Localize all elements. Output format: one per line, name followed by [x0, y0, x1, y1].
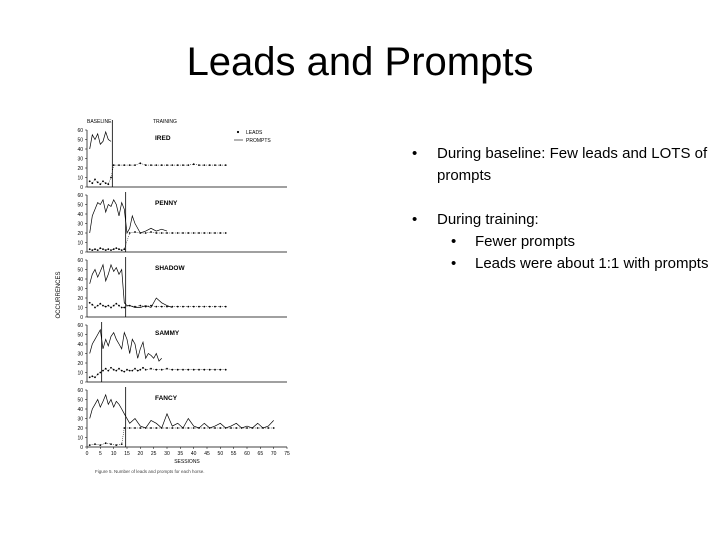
leads-point: [203, 306, 205, 308]
leads-point: [113, 164, 115, 166]
leads-point: [203, 232, 205, 234]
leads-point: [105, 368, 107, 370]
leads-point: [91, 249, 93, 251]
x-tick-label: 75: [284, 451, 290, 457]
y-tick-label: 0: [80, 249, 83, 256]
leads-point: [110, 307, 112, 309]
leads-point: [145, 232, 147, 234]
leads-series-line: [90, 368, 226, 378]
y-axis-label: OCCURRENCES: [56, 271, 62, 319]
leads-point: [129, 164, 131, 166]
leads-point: [91, 375, 93, 377]
bullet-training: [410, 209, 710, 275]
leads-point: [262, 427, 264, 429]
leads-point: [161, 427, 163, 429]
leads-point: [139, 232, 141, 234]
y-tick-label: 20: [77, 425, 83, 432]
leads-point: [150, 305, 152, 307]
leads-point: [203, 369, 205, 371]
leads-point: [225, 232, 227, 234]
leads-point: [155, 306, 157, 308]
leads-point: [225, 369, 227, 371]
leads-point: [97, 249, 99, 251]
leads-point: [139, 427, 141, 429]
leads-point: [99, 247, 101, 249]
leads-point: [134, 231, 136, 233]
leads-point: [241, 427, 243, 429]
leads-point: [257, 427, 259, 429]
leads-point: [91, 304, 93, 306]
leads-point: [198, 232, 200, 234]
leads-point: [177, 232, 179, 234]
leads-point: [94, 179, 96, 181]
leads-point: [94, 443, 96, 445]
sub-bullet-leads-ratio: [451, 253, 710, 275]
leads-point: [182, 232, 184, 234]
x-tick-label: 0: [85, 451, 89, 457]
leads-point: [89, 302, 91, 304]
leads-point: [150, 368, 152, 370]
bullet-icon: •: [412, 145, 418, 162]
x-tick-label: 50: [217, 451, 224, 457]
leads-point: [182, 164, 184, 166]
leads-point: [155, 369, 157, 371]
leads-point: [171, 164, 173, 166]
leads-point: [219, 232, 221, 234]
leads-point: [107, 305, 109, 307]
leads-point: [182, 369, 184, 371]
leads-point: [214, 427, 216, 429]
leads-point: [129, 232, 131, 234]
leads-point: [150, 164, 152, 166]
y-tick-label: 50: [77, 397, 83, 404]
x-tick-label: 40: [190, 451, 197, 457]
sub-bullet-text: Leads were about 1:1 with prompts: [475, 255, 709, 272]
leads-point: [134, 368, 136, 370]
leads-point: [105, 182, 107, 184]
phase-label-training: TRAINING: [153, 119, 177, 125]
y-tick-label: 50: [77, 202, 83, 209]
leads-point: [113, 305, 115, 307]
leads-point: [123, 248, 125, 250]
prompts-series-line: [90, 330, 162, 361]
leads-point: [105, 442, 107, 444]
leads-point: [187, 427, 189, 429]
leads-point: [193, 306, 195, 308]
sub-bullet-fewer-prompts: [451, 231, 710, 253]
panel-name: PENNY: [155, 200, 178, 207]
leads-series-line: [90, 163, 226, 184]
x-tick-label: 15: [124, 451, 130, 457]
leads-point: [187, 369, 189, 371]
y-tick-label: 30: [77, 351, 83, 358]
leads-point: [102, 248, 104, 250]
leads-point: [139, 305, 141, 307]
leads-point: [171, 369, 173, 371]
y-tick-label: 20: [77, 165, 83, 172]
leads-point: [209, 164, 211, 166]
leads-point: [161, 164, 163, 166]
leads-point: [145, 369, 147, 371]
y-tick-label: 20: [77, 295, 83, 302]
leads-point: [182, 306, 184, 308]
leads-point: [219, 164, 221, 166]
leads-point: [129, 427, 131, 429]
y-tick-label: 60: [77, 257, 83, 264]
leads-point: [171, 232, 173, 234]
leads-point: [161, 369, 163, 371]
sub-bullet-text: Fewer prompts: [475, 233, 576, 250]
y-tick-label: 30: [77, 416, 83, 423]
leads-point: [161, 232, 163, 234]
leads-point: [121, 370, 123, 372]
leads-point: [110, 249, 112, 251]
leads-point: [171, 427, 173, 429]
leads-point: [187, 232, 189, 234]
y-tick-label: 20: [77, 360, 83, 367]
y-tick-label: 0: [80, 379, 83, 386]
leads-point: [91, 182, 93, 184]
leads-point: [121, 249, 123, 251]
leads-point: [182, 427, 184, 429]
leads-point: [198, 369, 200, 371]
leads-point: [214, 232, 216, 234]
leads-point: [123, 307, 125, 309]
leads-point: [225, 164, 227, 166]
leads-point: [89, 444, 91, 446]
prompts-series-line: [90, 395, 274, 428]
legend-leads-label: LEADS: [246, 130, 263, 136]
leads-point: [97, 305, 99, 307]
leads-point: [273, 427, 275, 429]
leads-point: [126, 369, 128, 371]
y-tick-label: 50: [77, 137, 83, 144]
leads-point: [177, 164, 179, 166]
y-tick-label: 20: [77, 230, 83, 237]
leads-point: [166, 164, 168, 166]
leads-point: [187, 164, 189, 166]
leads-point: [131, 370, 133, 372]
leads-point: [219, 427, 221, 429]
leads-point: [113, 248, 115, 250]
leads-point: [219, 369, 221, 371]
leads-point: [94, 307, 96, 309]
phase-label-baseline: BASELINE: [87, 119, 112, 125]
y-tick-label: 0: [80, 184, 83, 191]
x-tick-label: 65: [257, 451, 264, 457]
leads-point: [166, 368, 168, 370]
leads-point: [134, 306, 136, 308]
leads-point: [166, 306, 168, 308]
leads-point: [209, 306, 211, 308]
leads-series-line: [90, 428, 274, 445]
sub-bullet-icon: •: [451, 233, 457, 250]
leads-point: [198, 427, 200, 429]
leads-point: [110, 177, 112, 179]
y-tick-label: 50: [77, 267, 83, 274]
leads-point: [99, 303, 101, 305]
bullet-list: [410, 143, 710, 297]
leads-point: [115, 247, 117, 249]
x-tick-label: 30: [164, 451, 170, 457]
x-tick-label: 55: [230, 451, 237, 457]
bullet-text: During baseline: Few leads and LOTS of prompts: [437, 145, 708, 184]
leads-point: [99, 183, 101, 185]
panel-name: FANCY: [155, 395, 178, 402]
leads-point: [139, 369, 141, 371]
y-tick-label: 40: [77, 276, 83, 283]
legend-leads-marker: [237, 131, 239, 133]
legend-prompts-label: PROMPTS: [246, 138, 271, 144]
leads-point: [99, 444, 101, 446]
leads-point: [115, 444, 117, 446]
leads-point: [105, 306, 107, 308]
leads-point: [214, 164, 216, 166]
x-tick-label: 70: [270, 451, 277, 457]
y-tick-label: 40: [77, 406, 83, 413]
x-tick-label: 20: [137, 451, 144, 457]
leads-point: [142, 367, 144, 369]
leads-point: [97, 374, 99, 376]
leads-point: [129, 370, 131, 372]
leads-point: [193, 163, 195, 165]
leads-point: [193, 232, 195, 234]
leads-point: [121, 307, 123, 309]
slide-title: Leads and Prompts: [186, 40, 534, 84]
leads-point: [230, 427, 232, 429]
leads-point: [118, 164, 120, 166]
y-tick-label: 10: [77, 370, 83, 377]
leads-point: [177, 427, 179, 429]
leads-point: [89, 376, 91, 378]
leads-point: [198, 164, 200, 166]
leads-point: [115, 370, 117, 372]
leads-point: [94, 248, 96, 250]
figure-caption: Figure 5. Number of leads and prompts for each horse.: [95, 469, 205, 474]
y-tick-label: 60: [77, 322, 83, 329]
bullet-baseline: [410, 143, 710, 187]
leads-point: [105, 249, 107, 251]
leads-point: [219, 306, 221, 308]
leads-point: [107, 183, 109, 185]
leads-point: [203, 427, 205, 429]
x-tick-label: 60: [244, 451, 250, 457]
leads-series-line: [90, 303, 226, 308]
y-tick-label: 10: [77, 305, 83, 312]
leads-point: [89, 248, 91, 250]
leads-point: [214, 306, 216, 308]
leads-point: [107, 248, 109, 250]
x-axis-label: SESSIONS: [174, 459, 200, 465]
y-tick-label: 60: [77, 192, 83, 199]
leads-point: [102, 180, 104, 182]
leads-point: [89, 180, 91, 182]
leads-point: [134, 164, 136, 166]
leads-point: [102, 370, 104, 372]
y-tick-label: 60: [77, 387, 83, 394]
y-tick-label: 0: [80, 314, 83, 321]
x-tick-label: 10: [110, 451, 117, 457]
leads-series-line: [90, 232, 226, 250]
leads-point: [123, 164, 125, 166]
leads-point: [99, 372, 101, 374]
leads-point: [171, 306, 173, 308]
x-tick-label: 35: [177, 451, 184, 457]
leads-point: [193, 427, 195, 429]
leads-point: [121, 443, 123, 445]
y-tick-label: 40: [77, 146, 83, 153]
x-tick-label: 5: [98, 451, 102, 457]
y-tick-label: 10: [77, 435, 83, 442]
leads-point: [110, 443, 112, 445]
leads-point: [177, 306, 179, 308]
leads-point: [225, 306, 227, 308]
leads-point: [145, 306, 147, 308]
leads-point: [150, 427, 152, 429]
leads-point: [267, 427, 269, 429]
leads-point: [251, 427, 253, 429]
leads-point: [145, 164, 147, 166]
leads-point: [113, 369, 115, 371]
leads-point: [123, 371, 125, 373]
leads-point: [214, 369, 216, 371]
y-tick-label: 40: [77, 341, 83, 348]
leads-point: [110, 367, 112, 369]
leads-point: [115, 303, 117, 305]
y-tick-label: 50: [77, 332, 83, 339]
leads-point: [246, 427, 248, 429]
leads-point: [209, 232, 211, 234]
leads-point: [97, 181, 99, 183]
y-tick-label: 10: [77, 240, 83, 247]
leads-point: [118, 368, 120, 370]
panel-name: IRED: [155, 135, 171, 142]
y-tick-label: 60: [77, 127, 83, 134]
leads-point: [203, 164, 205, 166]
panel-name: SAMMY: [155, 330, 180, 337]
leads-point: [155, 164, 157, 166]
leads-point: [193, 369, 195, 371]
leads-point: [166, 427, 168, 429]
leads-point: [177, 369, 179, 371]
bullet-icon: •: [412, 211, 418, 228]
x-tick-label: 45: [204, 451, 210, 457]
leads-point: [187, 306, 189, 308]
leads-point: [139, 162, 141, 164]
multi-panel-figure: [50, 115, 300, 475]
panel-name: SHADOW: [155, 265, 185, 272]
leads-point: [123, 427, 125, 429]
leads-point: [198, 306, 200, 308]
leads-point: [107, 370, 109, 372]
sub-bullet-icon: •: [451, 255, 457, 272]
leads-point: [118, 305, 120, 307]
leads-prompts-chart: [50, 115, 300, 475]
leads-point: [150, 231, 152, 233]
y-tick-label: 30: [77, 156, 83, 163]
y-tick-label: 30: [77, 286, 83, 293]
leads-point: [137, 370, 139, 372]
leads-point: [102, 305, 104, 307]
leads-point: [94, 376, 96, 378]
leads-point: [129, 305, 131, 307]
leads-point: [155, 232, 157, 234]
leads-point: [209, 369, 211, 371]
leads-point: [235, 427, 237, 429]
leads-point: [155, 427, 157, 429]
leads-point: [209, 427, 211, 429]
x-tick-label: 25: [150, 451, 157, 457]
leads-point: [134, 427, 136, 429]
y-tick-label: 10: [77, 175, 83, 182]
y-tick-label: 40: [77, 211, 83, 218]
leads-point: [166, 232, 168, 234]
y-tick-label: 30: [77, 221, 83, 228]
leads-point: [225, 427, 227, 429]
bullet-text: During training:: [437, 211, 539, 228]
prompts-series-line: [90, 132, 111, 149]
y-tick-label: 0: [80, 444, 83, 451]
leads-point: [118, 248, 120, 250]
leads-point: [145, 427, 147, 429]
leads-point: [161, 306, 163, 308]
